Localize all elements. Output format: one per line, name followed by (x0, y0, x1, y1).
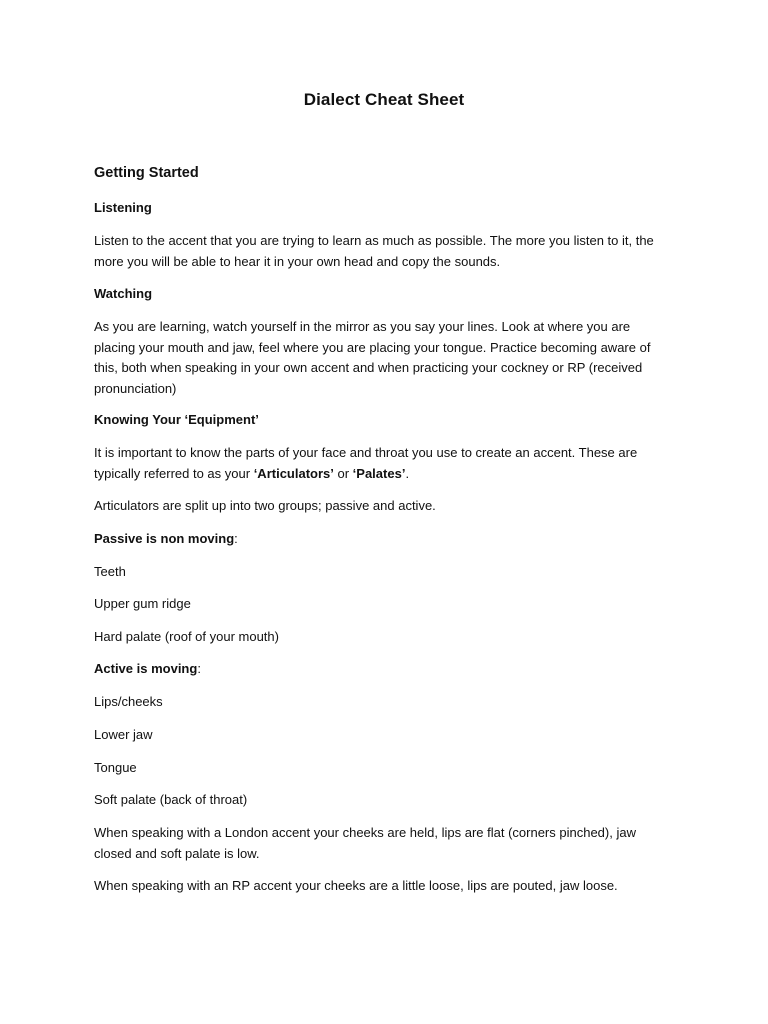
active-item: Tongue (94, 760, 137, 775)
equipment-text: It is important to know the parts of your face and throat you use to create an accent. These are typically referred to as your (94, 445, 638, 481)
rp-accent-paragraph: When speaking with an RP accent your cheeks are a little loose, lips are pouted, jaw loose. (94, 878, 618, 893)
active-heading (94, 659, 201, 679)
passive-item: Upper gum ridge (94, 596, 191, 611)
palates-term: ‘Palates’ (352, 465, 406, 481)
equipment-or: or (333, 465, 353, 481)
passive-colon: : (234, 531, 238, 546)
articulators-term: ‘Articulators’ (253, 465, 334, 481)
passive-item: Hard palate (roof of your mouth) (94, 629, 279, 644)
listening-heading: Listening (94, 200, 152, 215)
articulator-groups-paragraph: Articulators are split up into two groups; passive and active. (94, 498, 436, 513)
section-heading: Getting Started (94, 165, 199, 181)
active-heading-label: Active is moving (94, 661, 198, 676)
passive-item: Teeth (94, 564, 126, 579)
listening-paragraph: Listen to the accent that you are trying to learn as much as possible. The more you listen to it, the more you will be able to hear it in your own head and copy the sounds. (94, 233, 654, 269)
passive-heading-label: Passive is non moving (94, 531, 235, 546)
equipment-heading: Knowing Your ‘Equipment’ (94, 412, 259, 427)
equipment-period: . (405, 465, 410, 481)
watching-heading: Watching (94, 286, 153, 301)
equipment-paragraph (94, 443, 674, 484)
london-accent-paragraph: When speaking with a London accent your cheeks are held, lips are flat (corners pinched), jaw closed and soft palate is low. (94, 825, 636, 861)
active-item: Lips/cheeks (94, 694, 163, 709)
active-colon: : (197, 661, 201, 676)
document-title: Dialect Cheat Sheet (303, 90, 465, 109)
active-item: Lower jaw (94, 727, 153, 742)
active-item: Soft palate (back of throat) (94, 792, 248, 807)
passive-heading (94, 529, 238, 549)
watching-paragraph: As you are learning, watch yourself in the mirror as you say your lines. Look at where you are placing your mouth and jaw, feel where you are placing your tongue. Practice becoming aware of this, both when speaking in your own accent and when practicing your cockney or RP (received pronunciation) (94, 319, 651, 396)
